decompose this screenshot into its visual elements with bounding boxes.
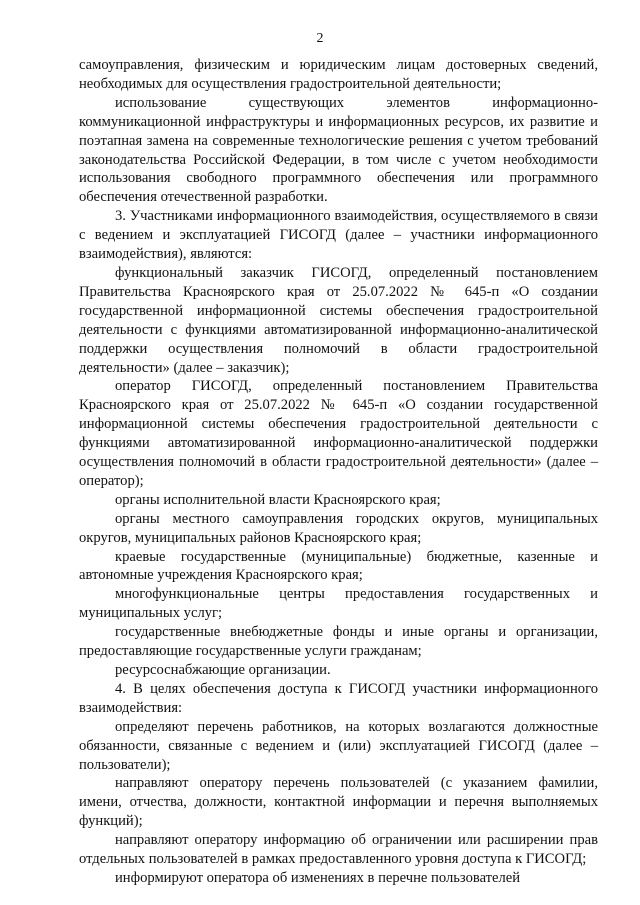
paragraph: 3. Участниками информационного взаимодействия, осуществляемого в связи с ведением и эксплуатацией ГИСОГД (далее – участники информационного взаимодействия), являются:: [79, 208, 598, 263]
paragraph: использование существующих элементов информационно-коммуникационной инфраструктуры и информационных ресурсов, их развитие и поэтапная замена на современные технологические решения с учетом требований законодательства Российской Федерации, в том числе с учетом необходимости использования свободного программного обеспечения или программного обеспечения отечественной разработки.: [79, 94, 598, 206]
paragraph: определяют перечень работников, на которых возлагаются должностные обязанности, связанные с ведением и (или) эксплуатацией ГИСОГД (далее – пользователи);: [79, 718, 598, 773]
paragraph: направляют оператору информацию об ограничении или расширении прав отдельных пользователей в рамках предоставленного уровня доступа к ГИСОГД;: [79, 832, 598, 868]
paragraph: государственные внебюджетные фонды и иные органы и организации, предоставляющие государственные услуги гражданам;: [79, 624, 598, 660]
page-number: 2: [316, 31, 324, 46]
paragraph: краевые государственные (муниципальные) бюджетные, казенные и автономные учреждения Красноярского края;: [79, 548, 598, 584]
paragraph: информируют оператора об изменениях в перечне пользователей: [115, 869, 521, 886]
paragraph: ресурсоснабжающие организации.: [115, 662, 331, 678]
paragraph: 4. В целях обеспечения доступа к ГИСОГД участники информационного взаимодействия:: [79, 680, 598, 716]
paragraph: оператор ГИСОГД, определенный постановлением Правительства Красноярского края от 25.07.2022 № 645-п «О создании государственной информационной системы обеспечения градостроительной деятельности с функциями автоматизированной информационно-аналитической поддержки осуществления полномочий в области градостроительной деятельности» (далее – оператор);: [79, 378, 598, 489]
paragraph: органы местного самоуправления городских округов, муниципальных округов, муниципальных районов Красноярского края;: [79, 510, 598, 546]
paragraph: самоуправления, физическим и юридическим лицам достоверных сведений, необходимых для осуществления градостроительной деятельности;: [79, 57, 598, 92]
paragraph: органы исполнительной власти Красноярского края;: [115, 491, 441, 508]
paragraph: направляют оператору перечень пользователей (с указанием фамилии, имени, отчества, должности, контактной информации и перечня выполняемых функций);: [79, 775, 598, 830]
paragraph: функциональный заказчик ГИСОГД, определенный постановлением Правительства Красноярского края от 25.07.2022 № 645-п «О создании государственной информационной системы обеспечения градостроительной деятельности с функциями автоматизированной информационно-аналитической поддержки осуществления полномочий в области градостроительной деятельности» (далее – заказчик);: [79, 264, 598, 376]
body-text: [79, 56, 598, 888]
paragraph: многофункциональные центры предоставления государственных и муниципальных услуг;: [79, 586, 598, 622]
